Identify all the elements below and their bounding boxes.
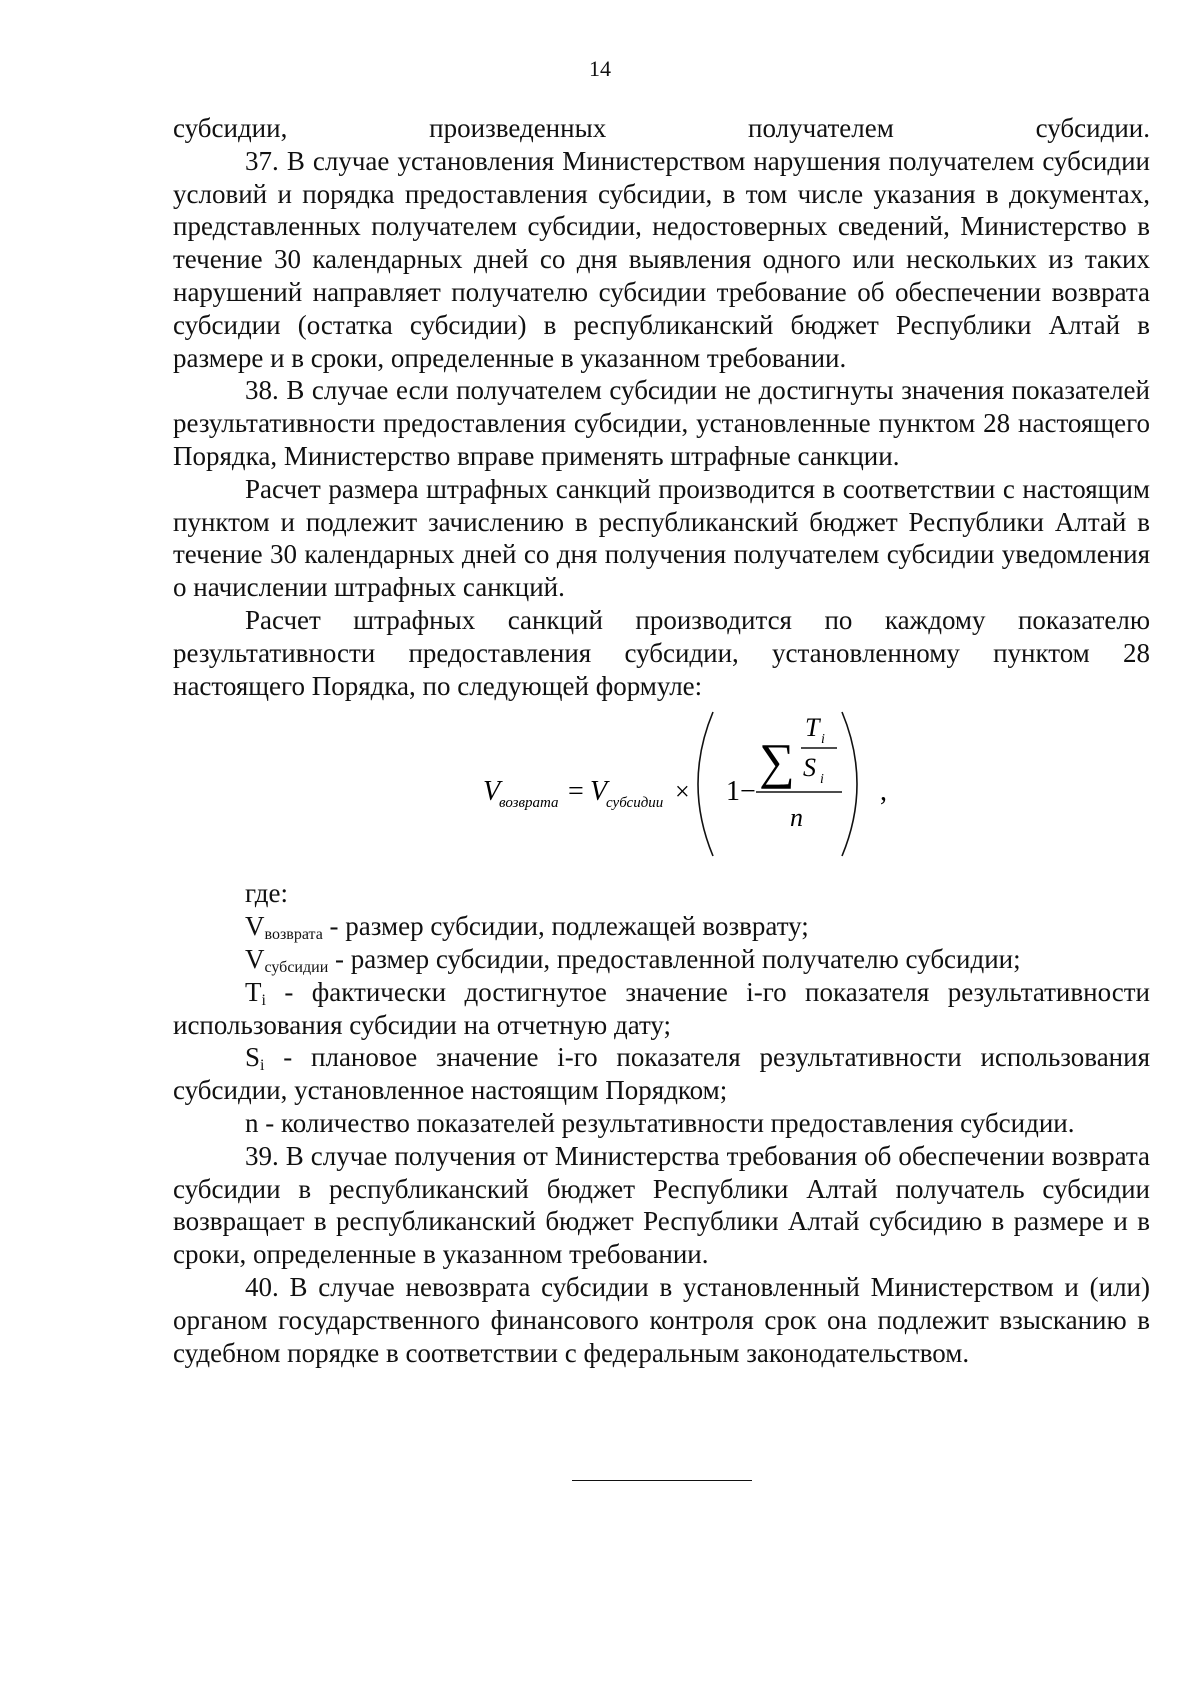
definition-symbol: T	[245, 976, 262, 1007]
definition-symbol: V	[245, 943, 265, 974]
formula-sum-symbol: ∑	[759, 733, 795, 790]
definition-symbol: n	[245, 1107, 259, 1138]
formula-equals: =	[568, 776, 584, 808]
definition-text: - фактически достигнутое значение i-го показателя результативности использования субсидии на отчетную дату;	[173, 976, 1150, 1040]
formula-denominator-sub: i	[820, 772, 824, 788]
definition-subscript: субсидии	[264, 958, 329, 976]
definition-text: - количество показателей результативности предоставления субсидии.	[258, 1107, 1075, 1138]
page-number: 14	[589, 56, 611, 81]
formula-lhs-var: V	[483, 776, 501, 808]
paragraph-formula-intro: Расчет штрафных санкций производится по каждому показателю результативности предоставления субсидии, установленному пунктом 28 настоящего Порядка, по следующей формуле:	[173, 604, 1150, 701]
paragraph-calculation: Расчет размера штрафных санкций производится в соответствии с настоящим пунктом и подлежит зачислению в республиканский бюджет Республики Алтай в течение 30 календарных дней со дня получения получателем субсидии уведомления о начислении штрафных санкций.	[173, 473, 1150, 603]
formula-left-paren	[698, 712, 713, 856]
formula-times: ×	[675, 777, 690, 807]
formula-denominator-var: S	[803, 753, 816, 783]
formula-rhs-var: V	[590, 776, 608, 808]
end-divider	[572, 1480, 752, 1481]
definition-symbol: V	[245, 911, 265, 942]
definition-subscript: возврата	[264, 926, 323, 944]
formula-n: n	[790, 803, 803, 833]
definition-subscript: i	[260, 1057, 265, 1075]
paragraph-38: 38. В случае если получателем субсидии не достигнуты значения показателей результативности предоставления субсидии, установленные пунктом 28 настоящего Порядка, Министерство вправе применять штрафные санкции.	[173, 375, 1150, 471]
where-label: где:	[245, 878, 288, 909]
definition-n	[173, 1107, 1150, 1140]
formula-one-minus: 1−	[726, 776, 756, 808]
formula-right-paren	[842, 712, 857, 856]
paragraph-40: 40. В случае невозврата субсидии в установленный Министерством и (или) органом государственного финансового контроля срок она подлежит взысканию в судебном порядке в соответствии с федеральным законодательством.	[173, 1271, 1150, 1368]
definition-subscript: i	[261, 991, 266, 1009]
definition-v-subsidy	[173, 943, 1150, 976]
definition-s	[173, 1041, 1150, 1107]
definition-symbol: S	[245, 1042, 261, 1073]
formula-numerator-var: T	[805, 713, 820, 743]
formula-trailing-comma: ,	[880, 776, 887, 808]
paragraph-37: 37. В случае установления Министерством нарушения получателем субсидии условий и порядка предоставления субсидии, в том числе указания в документах, представленных получателем субсидии, недостоверных сведений, Министерство в течение 30 календарных дней со дня выявления одного или нескольких из таких нарушений направляет получателю субсидии требование об обеспечении возврата субсидии (остатка субсидии) в республиканский бюджет Республики Алтай в размере и в сроки, определенные в указанном требовании.	[173, 145, 1150, 373]
formula-rhs-sub: субсидии	[606, 795, 664, 812]
paragraph-continuation: субсидии, произведенных получателем субсидии.	[173, 113, 1150, 143]
formula-graphic	[173, 706, 1150, 861]
definition-text: - размер субсидии, предоставленной получателю субсидии;	[328, 943, 1021, 974]
penalty-formula	[173, 706, 1150, 861]
definition-text: - размер субсидии, подлежащей возврату;	[322, 911, 809, 942]
paragraph-39: 39. В случае получения от Министерства требования об обеспечении возврата субсидии в республиканский бюджет Республики Алтай получатель субсидии возвращает в республиканский бюджет Республики Алтай субсидию в размере и в сроки, определенные в указанном требовании.	[173, 1140, 1150, 1270]
document-body	[173, 112, 1150, 1369]
formula-lhs-sub: возврата	[499, 795, 559, 812]
definition-t	[173, 976, 1150, 1042]
definition-text: - плановое значение i-го показателя результативности использования субсидии, установленное настоящим Порядком;	[173, 1042, 1150, 1106]
formula-numerator-sub: i	[821, 732, 825, 748]
definition-v-return	[173, 910, 1150, 943]
